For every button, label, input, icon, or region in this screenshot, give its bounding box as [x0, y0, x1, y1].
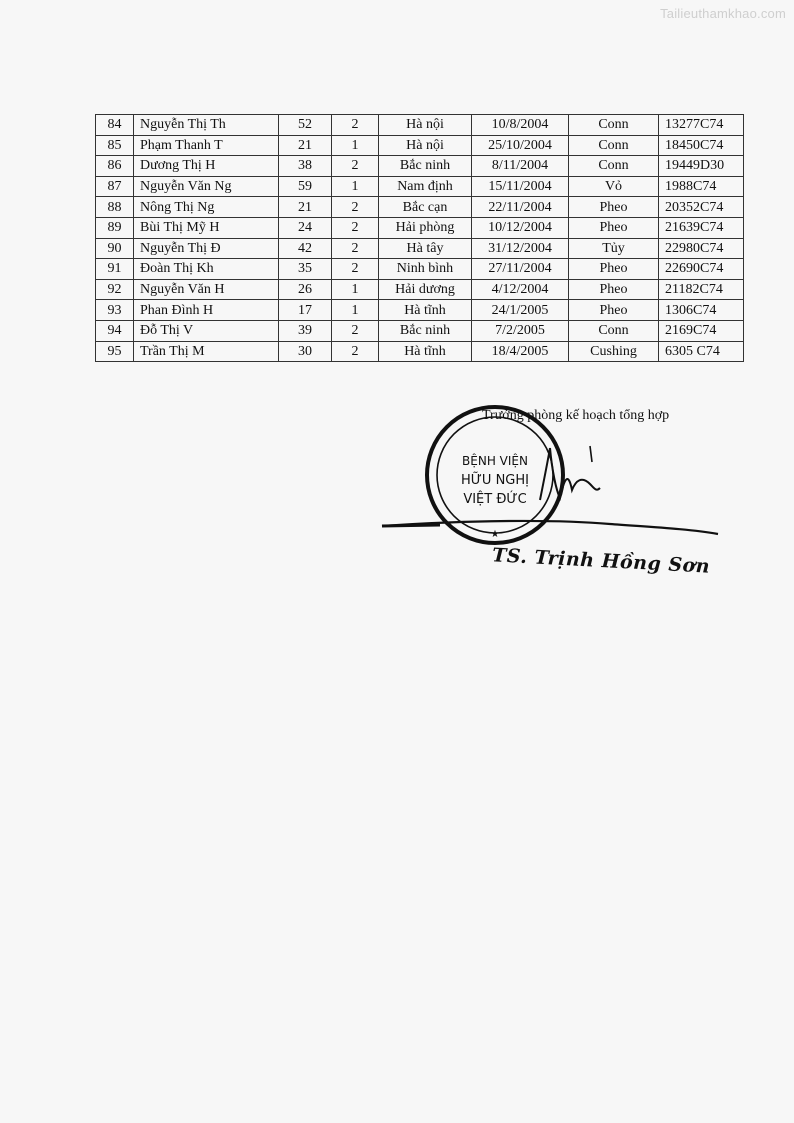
- patient-table-body: [96, 115, 744, 362]
- patient-sex-cell: 2: [332, 238, 379, 259]
- patient-province-cell: Hà tĩnh: [379, 341, 472, 362]
- row-number-cell: 94: [96, 320, 134, 341]
- record-code-cell: 22690C74: [659, 259, 744, 280]
- patient-age-cell: 21: [279, 135, 332, 156]
- table-row: [96, 197, 744, 218]
- svg-text:BỆNH VIỆN: BỆNH VIỆN: [462, 454, 528, 468]
- row-number-cell: 88: [96, 197, 134, 218]
- diagnosis-cell: Conn: [569, 156, 659, 177]
- table-row: [96, 135, 744, 156]
- row-number-cell: 87: [96, 176, 134, 197]
- table-row: [96, 115, 744, 136]
- admission-date-cell: 27/11/2004: [472, 259, 569, 280]
- table-row: [96, 217, 744, 238]
- patient-age-cell: 30: [279, 341, 332, 362]
- patient-age-cell: 59: [279, 176, 332, 197]
- row-number-cell: 89: [96, 217, 134, 238]
- record-code-cell: 21639C74: [659, 217, 744, 238]
- table-row: [96, 238, 744, 259]
- diagnosis-cell: Pheo: [569, 217, 659, 238]
- patient-name-cell: Phan Đình H: [134, 300, 279, 321]
- patient-sex-cell: 1: [332, 135, 379, 156]
- table-row: [96, 341, 744, 362]
- admission-date-cell: 15/11/2004: [472, 176, 569, 197]
- watermark: Tailieuthamkhao.com: [660, 6, 786, 21]
- patient-name-cell: Nguyễn Thị Đ: [134, 238, 279, 259]
- patient-sex-cell: 2: [332, 156, 379, 177]
- patient-age-cell: 21: [279, 197, 332, 218]
- patient-age-cell: 38: [279, 156, 332, 177]
- patient-name-cell: Nguyễn Văn H: [134, 279, 279, 300]
- patient-table: [95, 114, 744, 362]
- row-number-cell: 91: [96, 259, 134, 280]
- patient-province-cell: Hà nội: [379, 135, 472, 156]
- row-number-cell: 85: [96, 135, 134, 156]
- record-code-cell: 13277C74: [659, 115, 744, 136]
- record-code-cell: 19449D30: [659, 156, 744, 177]
- patient-age-cell: 35: [279, 259, 332, 280]
- admission-date-cell: 25/10/2004: [472, 135, 569, 156]
- patient-province-cell: Bắc ninh: [379, 320, 472, 341]
- patient-age-cell: 26: [279, 279, 332, 300]
- patient-age-cell: 17: [279, 300, 332, 321]
- patient-province-cell: Hà nội: [379, 115, 472, 136]
- patient-age-cell: 52: [279, 115, 332, 136]
- record-code-cell: 2169C74: [659, 320, 744, 341]
- patient-sex-cell: 2: [332, 320, 379, 341]
- patient-name-cell: Đoàn Thị Kh: [134, 259, 279, 280]
- diagnosis-cell: Conn: [569, 135, 659, 156]
- admission-date-cell: 18/4/2005: [472, 341, 569, 362]
- table-row: [96, 156, 744, 177]
- row-number-cell: 84: [96, 115, 134, 136]
- patient-name-cell: Đỗ Thị V: [134, 320, 279, 341]
- record-code-cell: 18450C74: [659, 135, 744, 156]
- table-row: [96, 300, 744, 321]
- patient-name-cell: Trần Thị M: [134, 341, 279, 362]
- record-code-cell: 1988C74: [659, 176, 744, 197]
- patient-province-cell: Hải phòng: [379, 217, 472, 238]
- diagnosis-cell: Vỏ: [569, 176, 659, 197]
- row-number-cell: 95: [96, 341, 134, 362]
- admission-date-cell: 10/12/2004: [472, 217, 569, 238]
- svg-text:HỮU NGHỊ: HỮU NGHỊ: [461, 473, 529, 488]
- patient-province-cell: Ninh bình: [379, 259, 472, 280]
- svg-text:VIỆT ĐỨC: VIỆT ĐỨC: [463, 492, 527, 507]
- admission-date-cell: 4/12/2004: [472, 279, 569, 300]
- row-number-cell: 90: [96, 238, 134, 259]
- patient-name-cell: Phạm Thanh T: [134, 135, 279, 156]
- patient-name-cell: Nguyễn Văn Ng: [134, 176, 279, 197]
- admission-date-cell: 10/8/2004: [472, 115, 569, 136]
- patient-province-cell: Hải dương: [379, 279, 472, 300]
- patient-age-cell: 24: [279, 217, 332, 238]
- patient-name-cell: Bùi Thị Mỹ H: [134, 217, 279, 238]
- patient-age-cell: 42: [279, 238, 332, 259]
- patient-sex-cell: 2: [332, 259, 379, 280]
- admission-date-cell: 24/1/2005: [472, 300, 569, 321]
- record-code-cell: 1306C74: [659, 300, 744, 321]
- patient-sex-cell: 2: [332, 217, 379, 238]
- signature-block: [380, 400, 740, 600]
- patient-age-cell: 39: [279, 320, 332, 341]
- record-code-cell: 22980C74: [659, 238, 744, 259]
- patient-name-cell: Dương Thị H: [134, 156, 279, 177]
- patient-sex-cell: 2: [332, 115, 379, 136]
- patient-sex-cell: 2: [332, 197, 379, 218]
- record-code-cell: 20352C74: [659, 197, 744, 218]
- patient-province-cell: Bắc cạn: [379, 197, 472, 218]
- signer-name: TS. Trịnh Hồng Sơn: [491, 544, 711, 578]
- diagnosis-cell: Pheo: [569, 197, 659, 218]
- patient-name-cell: Nguyễn Thị Th: [134, 115, 279, 136]
- patient-province-cell: Hà tĩnh: [379, 300, 472, 321]
- admission-date-cell: 7/2/2005: [472, 320, 569, 341]
- signature-title: Trưởng phòng kế hoạch tổng hợp: [482, 408, 670, 423]
- admission-date-cell: 8/11/2004: [472, 156, 569, 177]
- patient-sex-cell: 1: [332, 279, 379, 300]
- diagnosis-cell: Pheo: [569, 259, 659, 280]
- diagnosis-cell: Cushing: [569, 341, 659, 362]
- table-row: [96, 259, 744, 280]
- handwritten-signature-icon: [530, 440, 610, 510]
- diagnosis-cell: Conn: [569, 115, 659, 136]
- diagnosis-cell: Conn: [569, 320, 659, 341]
- patient-province-cell: Bắc ninh: [379, 156, 472, 177]
- diagnosis-cell: Tủy: [569, 238, 659, 259]
- row-number-cell: 93: [96, 300, 134, 321]
- patient-sex-cell: 2: [332, 341, 379, 362]
- table-row: [96, 279, 744, 300]
- patient-sex-cell: 1: [332, 176, 379, 197]
- admission-date-cell: 31/12/2004: [472, 238, 569, 259]
- diagnosis-cell: Pheo: [569, 279, 659, 300]
- admission-date-cell: 22/11/2004: [472, 197, 569, 218]
- patient-name-cell: Nông Thị Ng: [134, 197, 279, 218]
- table-row: [96, 320, 744, 341]
- patient-province-cell: Hà tây: [379, 238, 472, 259]
- patient-sex-cell: 1: [332, 300, 379, 321]
- row-number-cell: 86: [96, 156, 134, 177]
- patient-province-cell: Nam định: [379, 176, 472, 197]
- svg-text:★: ★: [490, 529, 500, 540]
- record-code-cell: 21182C74: [659, 279, 744, 300]
- row-number-cell: 92: [96, 279, 134, 300]
- table-row: [96, 176, 744, 197]
- record-code-cell: 6305 C74: [659, 341, 744, 362]
- diagnosis-cell: Pheo: [569, 300, 659, 321]
